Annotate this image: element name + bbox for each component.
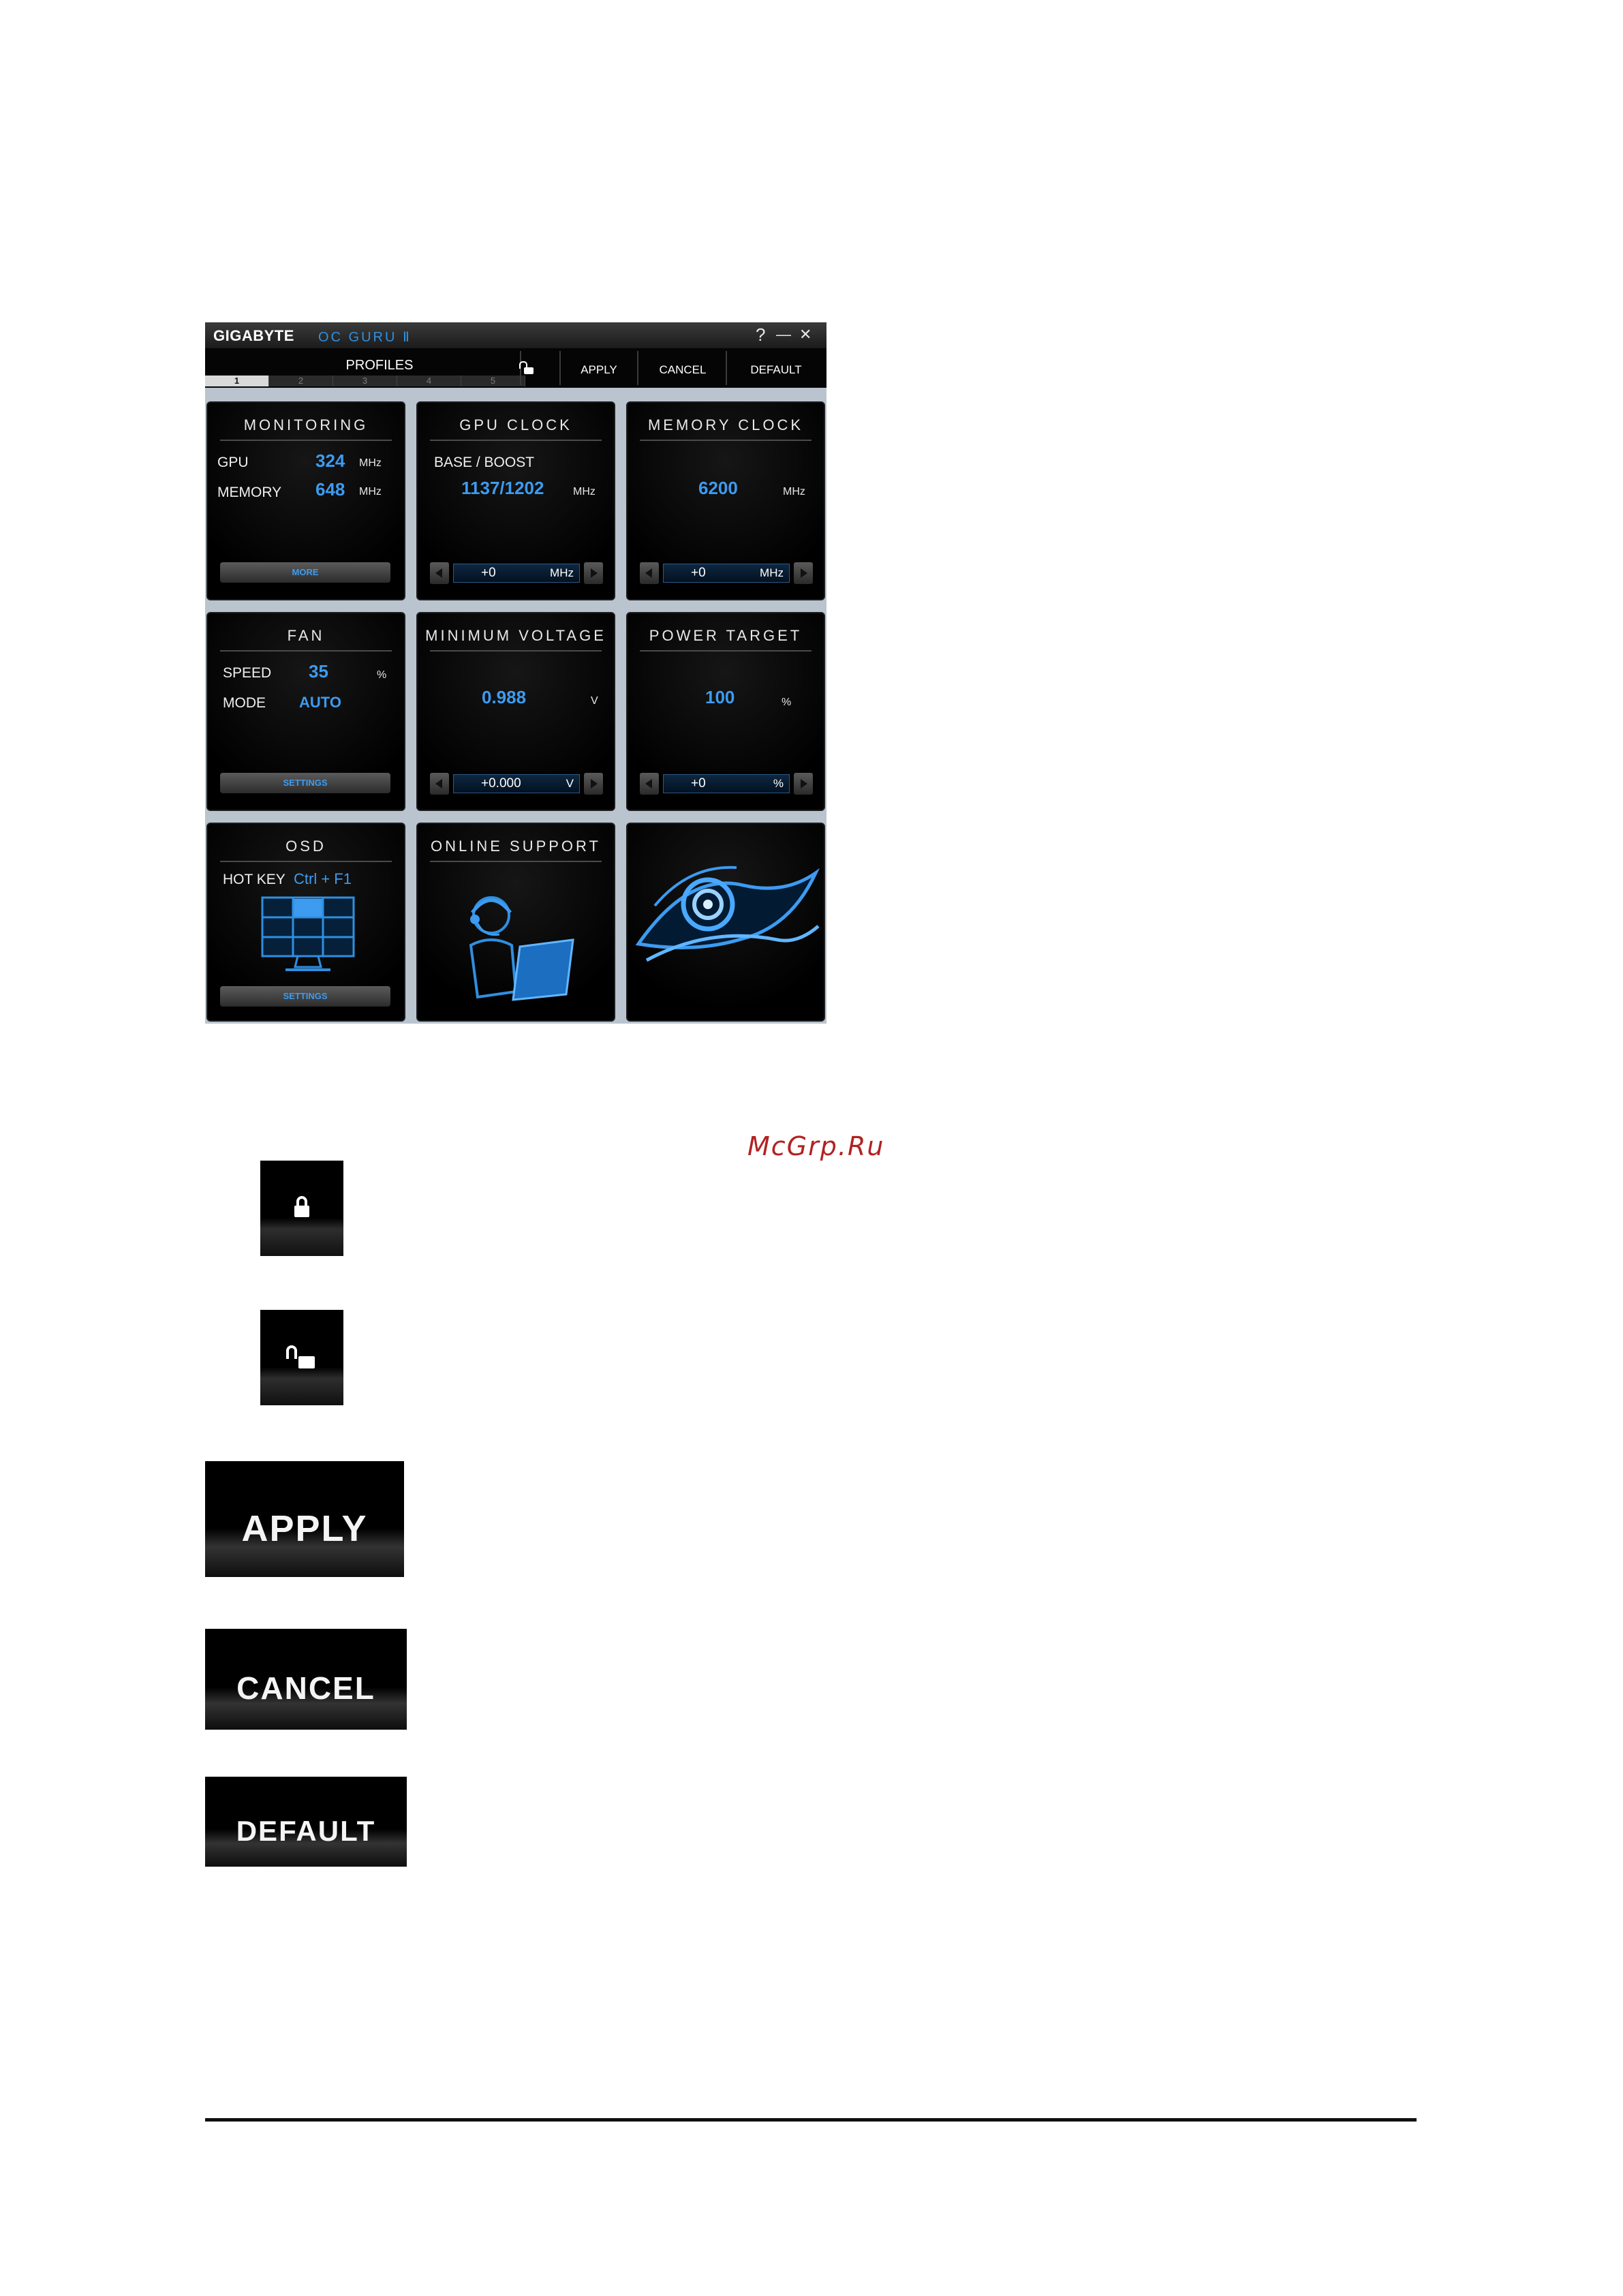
hotkey-label: HOT KEY bbox=[223, 872, 285, 887]
voltage-offset-field[interactable] bbox=[453, 774, 580, 793]
tile-title: POWER TARGET bbox=[649, 627, 803, 644]
increase-arrow-icon[interactable] bbox=[794, 773, 813, 795]
memory-clock-stepper bbox=[640, 562, 813, 584]
power-target-unit: % bbox=[782, 697, 792, 708]
memory-clock-unit: MHz bbox=[783, 486, 805, 498]
tile-title: MINIMUM VOLTAGE bbox=[425, 627, 606, 644]
tile-title: MEMORY CLOCK bbox=[647, 416, 804, 433]
fan-settings-button[interactable]: SETTINGS bbox=[220, 773, 390, 793]
divider bbox=[640, 440, 812, 441]
unlock-shackle bbox=[286, 1345, 297, 1359]
online-support-tile[interactable] bbox=[416, 823, 615, 1022]
power-target-value: 100 bbox=[705, 687, 735, 707]
osd-tile bbox=[206, 823, 405, 1022]
memory-unit: MHz bbox=[359, 486, 382, 498]
power-target-offset-field[interactable] bbox=[663, 774, 790, 793]
offset-value: +0 bbox=[691, 776, 706, 791]
fan-speed-value: 35 bbox=[309, 661, 328, 682]
toolbar-divider bbox=[637, 351, 638, 385]
tile-title: ONLINE SUPPORT bbox=[431, 838, 601, 855]
memory-value: 648 bbox=[315, 479, 345, 500]
gigabyte-eye-tile[interactable] bbox=[626, 823, 825, 1022]
voltage-stepper bbox=[430, 773, 603, 795]
offset-unit: MHz bbox=[760, 566, 784, 579]
gpu-unit: MHz bbox=[359, 457, 382, 469]
divider bbox=[220, 650, 392, 652]
offset-unit: MHz bbox=[550, 566, 574, 579]
decrease-arrow-icon[interactable] bbox=[430, 773, 449, 795]
product-name: OC GURU Ⅱ bbox=[318, 330, 412, 345]
more-button[interactable]: MORE bbox=[220, 562, 390, 583]
apply-button-large: APPLY bbox=[205, 1461, 404, 1577]
profile-tab-3[interactable]: 3 bbox=[333, 376, 397, 386]
gpu-clock-tile bbox=[416, 401, 615, 600]
decrease-arrow-icon[interactable] bbox=[640, 562, 659, 584]
gigabyte-eye-icon bbox=[628, 824, 825, 1022]
default-button[interactable]: DEFAULT bbox=[750, 363, 802, 376]
decrease-arrow-icon[interactable] bbox=[640, 773, 659, 795]
decrease-arrow-icon[interactable] bbox=[430, 562, 449, 584]
voltage-value: 0.988 bbox=[482, 687, 527, 707]
profile-tabs bbox=[205, 376, 525, 386]
offset-value: +0 bbox=[691, 566, 706, 580]
tile-title: FAN bbox=[287, 627, 325, 644]
divider bbox=[430, 861, 602, 862]
tile-title: GPU CLOCK bbox=[459, 416, 572, 433]
memory-clock-offset-field[interactable] bbox=[663, 564, 790, 583]
offset-unit: % bbox=[773, 777, 784, 790]
gpu-label: GPU bbox=[217, 455, 249, 470]
divider bbox=[220, 440, 392, 441]
divider bbox=[220, 861, 392, 862]
offset-value: +0.000 bbox=[481, 776, 521, 791]
offset-unit: V bbox=[566, 777, 574, 790]
profile-tab-5[interactable]: 5 bbox=[461, 376, 525, 386]
offset-value: +0 bbox=[481, 566, 496, 580]
divider bbox=[640, 650, 812, 652]
divider bbox=[430, 650, 602, 652]
power-target-stepper bbox=[640, 773, 813, 795]
base-boost-label: BASE / BOOST bbox=[434, 455, 535, 470]
divider bbox=[430, 440, 602, 441]
fan-speed-unit: % bbox=[377, 669, 387, 681]
minimize-button[interactable]: — bbox=[776, 326, 791, 343]
monitor-grid-icon bbox=[257, 896, 359, 977]
cancel-button-large: CANCEL bbox=[205, 1629, 407, 1730]
oc-guru-window bbox=[205, 322, 826, 1024]
profile-tab-4[interactable]: 4 bbox=[397, 376, 461, 386]
apply-button[interactable]: APPLY bbox=[581, 363, 617, 376]
memory-label: MEMORY bbox=[217, 485, 282, 500]
brand-logo: GIGABYTE bbox=[213, 327, 294, 344]
increase-arrow-icon[interactable] bbox=[584, 562, 603, 584]
gpu-clock-unit: MHz bbox=[573, 486, 596, 498]
lock-icon bbox=[260, 1161, 343, 1256]
profile-tab-1[interactable]: 1 bbox=[205, 376, 269, 386]
title-bar bbox=[205, 322, 826, 348]
minimum-voltage-tile bbox=[416, 612, 615, 811]
mode-label: MODE bbox=[223, 695, 266, 711]
speed-label: SPEED bbox=[223, 665, 272, 681]
unlock-icon[interactable] bbox=[524, 367, 534, 374]
toolbar bbox=[205, 348, 826, 388]
close-button[interactable]: ✕ bbox=[799, 326, 812, 343]
tile-title: OSD bbox=[285, 838, 326, 855]
increase-arrow-icon[interactable] bbox=[794, 562, 813, 584]
gpu-clock-stepper bbox=[430, 562, 603, 584]
voltage-unit: V bbox=[591, 695, 598, 707]
fan-mode-value: AUTO bbox=[299, 694, 341, 711]
cancel-button[interactable]: CANCEL bbox=[659, 363, 707, 376]
support-agent-icon bbox=[457, 872, 580, 1008]
default-button-large: DEFAULT bbox=[205, 1777, 407, 1867]
toolbar-divider bbox=[726, 351, 727, 385]
hotkey-value: Ctrl + F1 bbox=[294, 870, 352, 887]
gpu-clock-value: 1137/1202 bbox=[461, 478, 544, 498]
lock-body bbox=[294, 1206, 309, 1217]
increase-arrow-icon[interactable] bbox=[584, 773, 603, 795]
watermark: McGrp.Ru bbox=[747, 1131, 885, 1161]
fan-tile bbox=[206, 612, 405, 811]
profile-tab-2[interactable]: 2 bbox=[269, 376, 333, 386]
profiles-label: PROFILES bbox=[345, 358, 414, 373]
osd-settings-button[interactable]: SETTINGS bbox=[220, 986, 390, 1007]
gpu-value: 324 bbox=[315, 450, 345, 471]
unlock-icon bbox=[260, 1310, 343, 1405]
monitoring-tile bbox=[206, 401, 405, 600]
gpu-clock-offset-field[interactable] bbox=[453, 564, 580, 583]
help-button[interactable]: ? bbox=[756, 324, 766, 345]
tile-title: MONITORING bbox=[243, 416, 369, 433]
power-target-tile bbox=[626, 612, 825, 811]
unlock-body bbox=[298, 1356, 315, 1368]
memory-clock-value: 6200 bbox=[698, 478, 738, 498]
memory-clock-tile bbox=[626, 401, 825, 600]
toolbar-divider bbox=[559, 351, 561, 385]
footer-rule bbox=[205, 2118, 1417, 2122]
